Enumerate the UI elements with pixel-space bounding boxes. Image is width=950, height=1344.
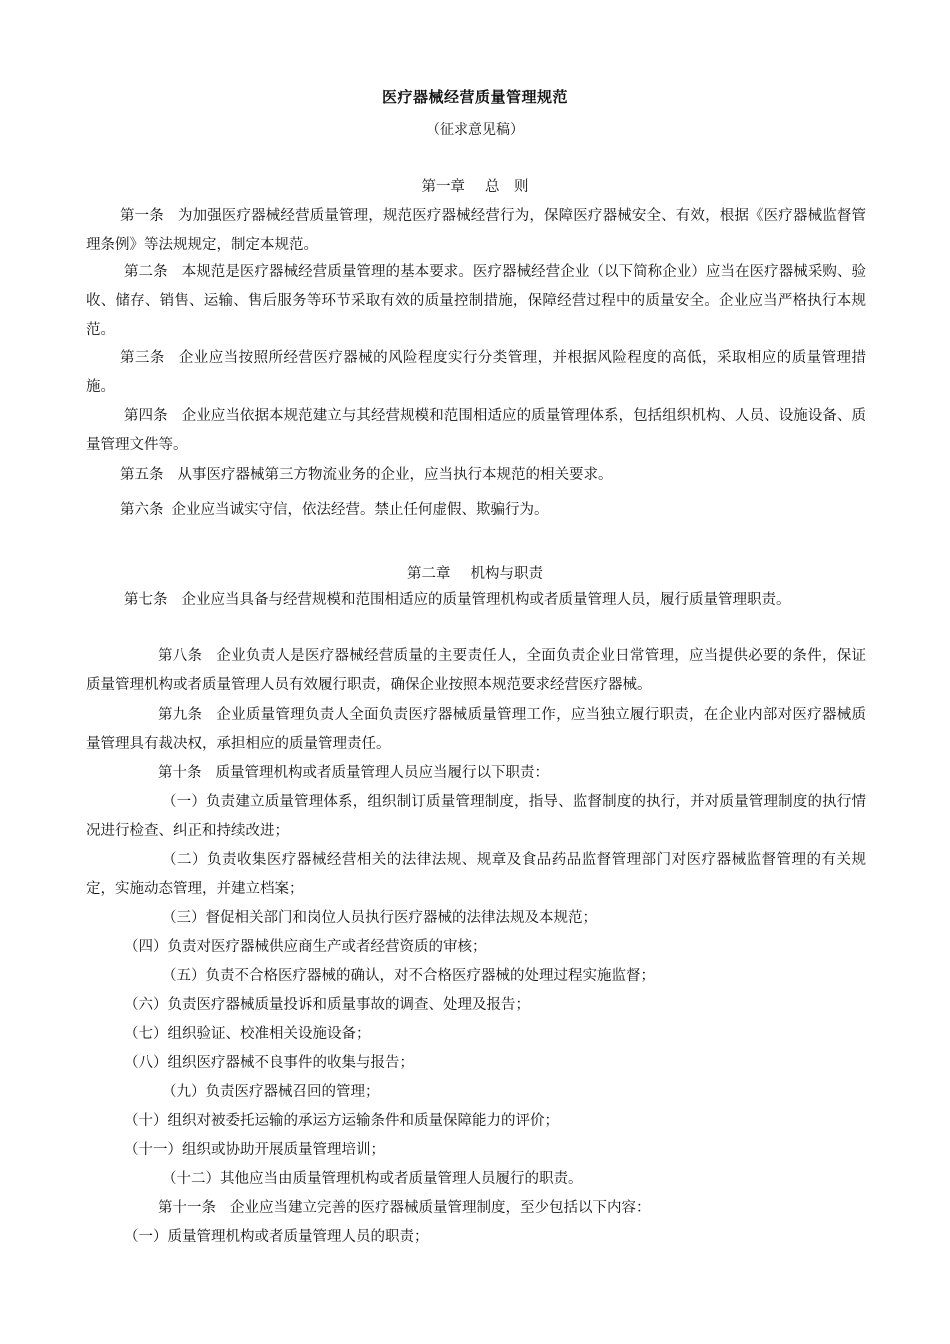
chapter-1-heading [0,175,950,196]
chapter-1-label: 第一章 [421,179,465,195]
article-text: 从事医疗器械第三方物流业务的企业，应当执行本规范的相关要求。 [177,467,613,483]
article-6 [86,496,866,525]
article-text: 企业应当诚实守信，依法经营。禁止任何虚假、欺骗行为。 [171,502,549,518]
article-8 [86,642,866,700]
duty-item: （十二）其他应当由质量管理机构或者质量管理人员履行的职责。 [162,1171,583,1187]
article-text: 企业负责人是医疗器械经营质量的主要责任人，全面负责企业日常管理，应当提供必要的条件，保证质量管理机构或者质量管理人员有效履行职责，确保企业按照本规范要求经营医疗器械。 [86,648,867,693]
document-subtitle: （征求意见稿） [426,122,524,138]
article-text: 为加强医疗器械经营质量管理，规范医疗器械经营行为，保障医疗器械安全、有效，根据《医疗器械监督管理条例》等法规规定，制定本规范。 [86,208,867,253]
article-number: 第十一条 [158,1200,216,1216]
duty-item: （四）负责对医疗器械供应商生产或者经营资质的审核； [124,939,487,955]
duty-item: （六）负责医疗器械质量投诉和质量事故的调查、处理及报告； [124,997,530,1013]
article-number: 第十条 [158,765,202,781]
duty-item: （二）负责收集医疗器械经营相关的法律法规、规章及食品药品监督管理部门对医疗器械监督管理的有关规定，实施动态管理，并建立档案； [86,852,866,897]
duty-item: （十）组织对被委托运输的承运方运输条件和质量保障能力的评价； [124,1113,559,1129]
duty-item: （五）负责不合格医疗器械的确认，对不合格医疗器械的处理过程实施监督； [162,968,655,984]
article-number: 第五条 [120,467,164,483]
chapter-2-name: 机构与职责 [470,566,543,582]
article-text: 本规范是医疗器械经营质量管理的基本要求。医疗器械经营企业（以下简称企业）应当在医疗器械采购、验收、储存、销售、运输、售后服务等环节采取有效的质量控制措施，保障经营过程中的质量安全。企业应当严格执行本规范。 [86,264,866,338]
article-text: 企业应当建立完善的医疗器械质量管理制度，至少包括以下内容： [230,1200,651,1216]
chapter-1-name: 总 则 [485,179,529,195]
article-number: 第八条 [158,648,203,664]
article-number: 第六条 [120,502,164,518]
article-4 [86,402,866,460]
document-title: 医疗器械经营质量管理规范 [381,88,568,106]
article-number: 第二条 [124,264,168,280]
article-number: 第一条 [120,208,164,224]
article-3 [86,344,866,402]
chapter-2-heading [0,562,950,583]
chapter-2-label: 第二章 [407,566,451,582]
article-text: 企业应当按照所经营医疗器械的风险程度实行分类管理，并根据风险程度的高低，采取相应的质量管理措施。 [86,350,866,395]
article-11 [86,1194,866,1223]
article-text: 质量管理机构或者质量管理人员应当履行以下职责： [215,765,549,781]
system-item: （一）质量管理机构或者质量管理人员的职责； [124,1229,429,1245]
article-10 [86,759,866,788]
duty-item: （九）负责医疗器械召回的管理； [162,1084,380,1100]
article-1 [86,202,866,260]
article-2 [86,258,866,345]
article-number: 第三条 [120,350,165,366]
duty-item: （一）负责建立质量管理体系，组织制订质量管理制度，指导、监督制度的执行，并对质量管理制度的执行情况进行检查、纠正和持续改进； [86,794,866,839]
article-number: 第四条 [124,408,168,424]
duty-item: （三）督促相关部门和岗位人员执行医疗器械的法律法规及本规范； [162,910,597,926]
duty-item: （七）组织验证、校准相关设施设备； [124,1026,371,1042]
article-text: 企业应当依据本规范建立与其经营规模和范围相适应的质量管理体系，包括组织机构、人员、设施设备、质量管理文件等。 [86,408,866,453]
duty-item: （八）组织医疗器械不良事件的收集与报告； [124,1055,414,1071]
article-text: 企业应当具备与经营规模和范围相适应的质量管理机构或者质量管理人员，履行质量管理职责。 [181,592,791,608]
article-number: 第九条 [158,707,203,723]
article-9 [86,701,866,759]
article-5 [86,461,866,490]
article-number: 第七条 [124,592,168,608]
article-7 [86,586,866,615]
duty-item: （十一）组织或协助开展质量管理培训； [124,1142,385,1158]
article-text: 企业质量管理负责人全面负责医疗器械质量管理工作，应当独立履行职责，在企业内部对医疗器械质量管理具有裁决权，承担相应的质量管理责任。 [86,707,867,752]
